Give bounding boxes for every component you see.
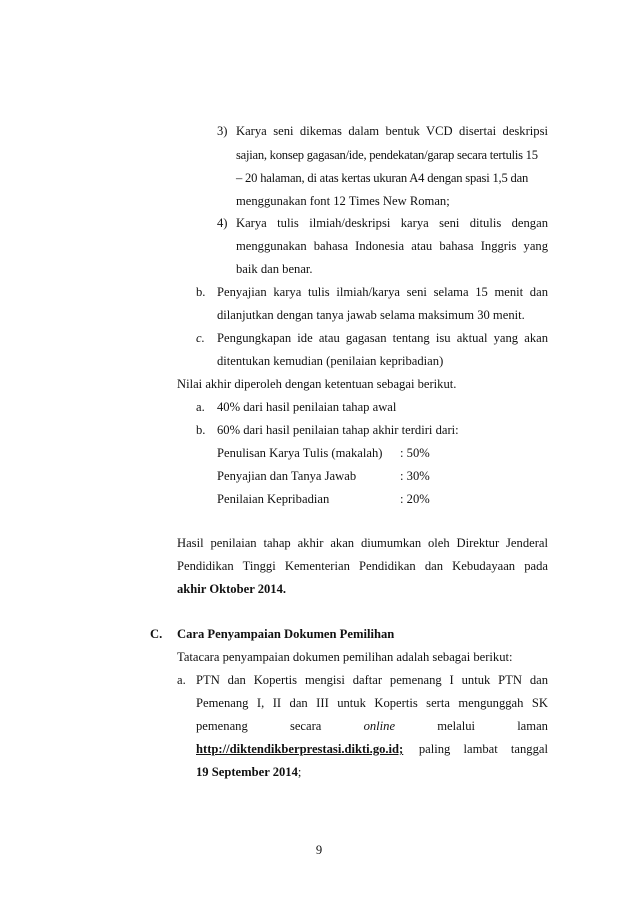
item-4-line-3: baik dan benar. (236, 262, 313, 276)
score-row-label: Penulisan Karya Tulis (makalah) (217, 446, 383, 460)
item-c-line-2: ditentukan kemudian (penilaian kepribadian) (217, 354, 444, 368)
section-c-item-a-line-1: PTN dan Kopertis mengisi daftar pemenang I untuk PTN dan (196, 673, 548, 687)
item-4-line-2: menggunakan bahasa Indonesia atau bahasa Inggris yang (236, 239, 548, 253)
item-b-line-2: dilanjutkan dengan tanya jawab selama maksimum 30 menit. (217, 308, 525, 322)
section-c-item-a-letter: a. (177, 673, 186, 687)
page-number: 9 (315, 843, 323, 857)
hasil-line-2: Pendidikan Tinggi Kementerian Pendidikan dan Kebudayaan pada (177, 559, 548, 573)
item-c-line-1: Pengungkapan ide atau gagasan tentang isu aktual yang akan (217, 331, 548, 345)
section-c-item-a-line-3 (196, 718, 548, 734)
item-b-letter: b. (196, 285, 206, 299)
hasil-line-3: akhir Oktober 2014. (177, 582, 287, 596)
nilai-a-text: 40% dari hasil penilaian tahap awal (217, 400, 397, 414)
word: melalui (437, 719, 476, 733)
item-4-line-1: Karya tulis ilmiah/deskripsi karya seni ditulis dengan (236, 216, 548, 230)
item-3-line-4: menggunakan font 12 Times New Roman; (236, 194, 450, 208)
item-3-number: 3) (217, 124, 228, 138)
score-row-label: Penyajian dan Tanya Jawab (217, 469, 357, 483)
deadline-date: 19 September 2014 (196, 765, 298, 779)
word-online: online (363, 719, 396, 733)
score-row-value: : 50% (400, 446, 430, 460)
deadline-tail: ; (297, 765, 302, 779)
score-row-value: : 30% (400, 469, 430, 483)
item-b-line-1: Penyajian karya tulis ilmiah/karya seni selama 15 menit dan (217, 285, 548, 299)
word: secara (289, 719, 322, 733)
section-c-item-a-line-2: Pemenang I, II dan III untuk Kopertis serta mengunggah SK (196, 696, 548, 710)
item-c-letter: c. (196, 331, 205, 345)
nilai-b-text: 60% dari hasil penilaian tahap akhir terdiri dari: (217, 423, 459, 437)
section-c-intro: Tatacara penyampaian dokumen pemilihan adalah sebagai berikut: (177, 650, 513, 664)
nilai-b-letter: b. (196, 423, 206, 437)
item-3-line-2: sajian, konsep gagasan/ide, pendekatan/garap secara tertulis 15 (236, 148, 538, 162)
nilai-a-letter: a. (196, 400, 205, 414)
score-row-value: : 20% (400, 492, 430, 506)
url-link[interactable]: http://diktendikberprestasi.dikti.go.id; (196, 742, 404, 756)
deadline-prefix: paling lambat tanggal (418, 742, 548, 756)
score-row-label: Penilaian Kepribadian (217, 492, 330, 506)
section-c-item-a-line-5 (196, 764, 301, 780)
word: pemenang (196, 719, 248, 733)
item-3-line-1: Karya seni dikemas dalam bentuk VCD disertai deskripsi (236, 124, 548, 138)
section-c-letter: C. (150, 627, 163, 641)
nilai-intro: Nilai akhir diperoleh dengan ketentuan sebagai berikut. (177, 377, 457, 391)
section-c-heading: Cara Penyampaian Dokumen Pemilihan (177, 627, 395, 641)
section-c-item-a-line-4 (196, 741, 548, 757)
hasil-line-1: Hasil penilaian tahap akhir akan diumumkan oleh Direktur Jenderal (177, 536, 548, 550)
item-3-line-3: – 20 halaman, di atas kertas ukuran A4 dengan spasi 1,5 dan (236, 171, 529, 185)
word: laman (517, 719, 548, 733)
item-4-number: 4) (217, 216, 228, 230)
